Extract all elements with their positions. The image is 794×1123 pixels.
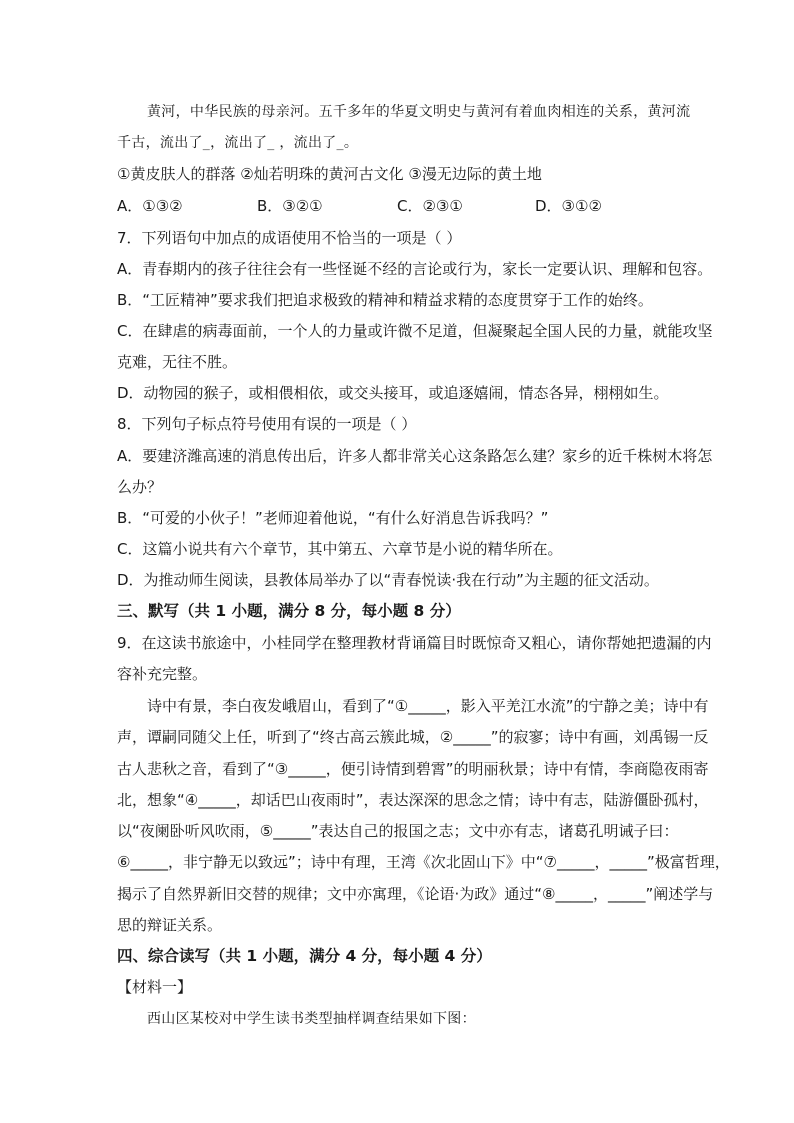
q7-option-b[interactable]: B．“工匠精神”要求我们把追求极致的精神和精益求精的态度贯穿于工作的始终。 — [117, 291, 653, 309]
material-one-label: 【材料一】 — [117, 978, 193, 996]
q6-option-d[interactable]: D．③①② — [535, 197, 602, 215]
q9-stem-line1: 9．在这读书旅途中，小桂同学在整理教材背诵篇目时既惊奇又粗心，请你帮她把遗漏的内 — [117, 634, 712, 652]
q9-passage-line6: ⑥_____，非宁静无以致远”；诗中有理，王湾《次北固山下》中“⑦_____，_____”极富哲理， — [117, 853, 730, 871]
survey-intro: 西山区某校对中学生读书类型抽样调查结果如下图： — [147, 1011, 476, 1027]
q7-stem: 7．下列语句中加点的成语使用不恰当的一项是（ ） — [117, 229, 462, 247]
q8-option-a-line1[interactable]: A．要建济潍高速的消息传出后，许多人都非常关心这条路怎么建？家乡的近千株树木将怎 — [117, 447, 713, 465]
section3-heading: 三、默写（共 1 小题，满分 8 分，每小题 8 分） — [117, 602, 461, 620]
q8-option-d[interactable]: D．为推动师生阅读，县教体局举办了以“青春悦读·我在行动”为主题的征文活动。 — [117, 571, 659, 589]
q6-option-c[interactable]: C．②③① — [397, 197, 463, 215]
q7-option-c-line2[interactable]: 克难，无往不胜。 — [117, 353, 238, 371]
q7-option-d[interactable]: D．动物园的猴子，或相偎相依，或交头接耳，或追逐嬉闹，情态各异，栩栩如生。 — [117, 384, 669, 402]
q9-passage-line2: 声，谭嗣同随父上任，听到了“终古高云簇此城，②_____”的寂寥；诗中有画，刘禹锡一反 — [117, 728, 709, 746]
q9-passage-line1: 诗中有景，李白夜发峨眉山，看到了“①_____，影入平羌江水流”的宁静之美；诗中有 — [147, 697, 709, 715]
q6-passage-line1: 黄河，中华民族的母亲河。五千多年的华夏文明史与黄河有着血肉相连的关系，黄河流 — [147, 104, 691, 120]
q6-option-a[interactable]: A．①③② — [117, 197, 183, 215]
q6-choices: ①黄皮肤人的群落 ②灿若明珠的黄河古文化 ③漫无边际的黄土地 — [117, 165, 542, 183]
q8-option-b[interactable]: B．“可爱的小伙子！”老师迎着他说，“有什么好消息告诉我吗？” — [117, 509, 549, 527]
q9-stem-line2: 容补充完整。 — [117, 665, 208, 683]
q8-option-c[interactable]: C．这篇小说共有六个章节，其中第五、六章节是小说的精华所在。 — [117, 540, 563, 558]
q9-passage-line4: 北，想象“④_____，却话巴山夜雨时”，表达深深的思念之情；诗中有志，陆游僵卧孤村， — [117, 791, 709, 809]
q7-option-a[interactable]: A．青春期内的孩子往往会有一些怪诞不经的言论或行为，家长一定要认识、理解和包容。 — [117, 260, 713, 278]
q6-passage-line2: 千古，流出了_，流出了_ ，流出了_。 — [117, 135, 359, 151]
q8-stem: 8．下列句子标点符号使用有误的一项是（ ） — [117, 415, 417, 433]
q6-option-b[interactable]: B．③②① — [257, 197, 323, 215]
q9-passage-line5: 以“夜阑卧听风吹雨，⑤_____”表达自己的报国之志；文中亦有志，诸葛孔明诫子曰： — [117, 822, 679, 840]
q8-option-a-line2[interactable]: 么办？ — [117, 478, 163, 496]
q7-option-c-line1[interactable]: C．在肆虐的病毒面前，一个人的力量或许微不足道，但凝聚起全国人民的力量，就能攻坚 — [117, 322, 713, 340]
q9-passage-line7: 揭示了自然界新旧交替的规律；文中亦寓理，《论语·为政》通过“⑧_____，_____”阐述学与 — [117, 885, 714, 903]
q9-passage-line3: 古人悲秋之音，看到了“③_____，便引诗情到碧霄”的明丽秋景；诗中有情，李商隐夜雨寄 — [117, 760, 709, 778]
section4-heading: 四、综合读写（共 1 小题，满分 4 分，每小题 4 分） — [117, 947, 492, 965]
q9-passage-line8: 思的辩证关系。 — [117, 916, 223, 934]
